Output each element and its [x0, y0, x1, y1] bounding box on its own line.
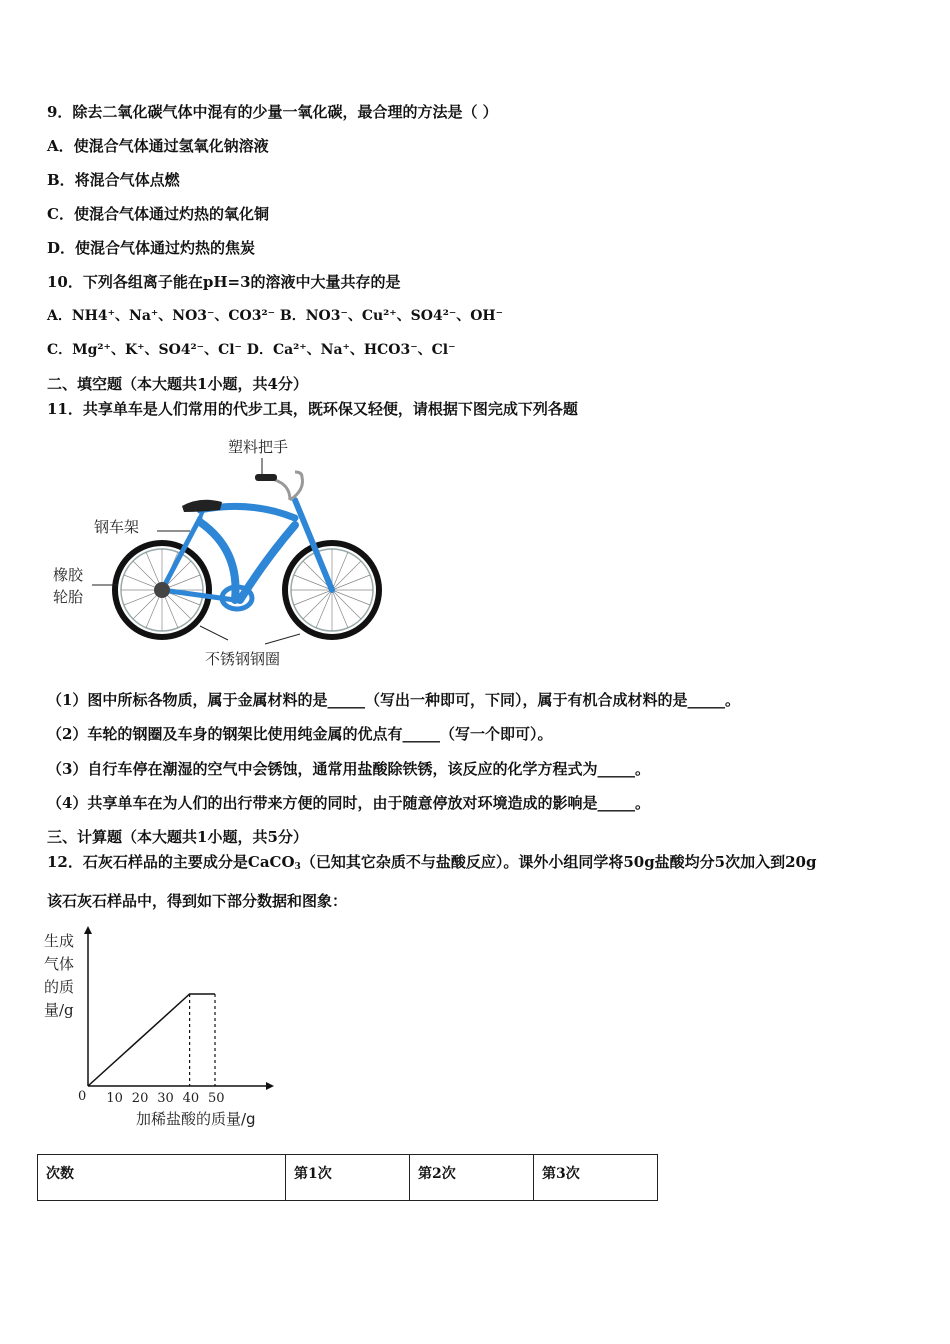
x-tick-label: 20	[131, 1091, 149, 1106]
y-axis-label: 的质	[44, 978, 75, 996]
series-line	[88, 994, 215, 1086]
q11-part3: （3）自行车停在潮湿的空气中会锈蚀，通常用盐酸除铁锈，该反应的化学方程式为_____。	[47, 760, 650, 778]
bicycle-illustration	[50, 430, 390, 670]
x-axis-arrow	[266, 1082, 274, 1090]
q11-stem: 11．共享单车是人们常用的代步工具，既环保又轻便，请根据下图完成下列各题	[47, 400, 578, 418]
q10-options-row2: C．Mg²⁺、K⁺、SO4²⁻、Cl⁻ D．Ca²⁺、Na⁺、HCO3⁻、Cl⁻	[47, 342, 456, 358]
q9-option-d: D．使混合气体通过灼热的焦炭	[47, 239, 256, 257]
table-row	[38, 1155, 658, 1201]
chart-svg	[40, 922, 280, 1132]
q11-part2: （2）车轮的钢圈及车身的钢架比使用纯金属的优点有_____（写一个即可）。	[47, 725, 553, 743]
q9-option-a: A．使混合气体通过氢氧化钠溶液	[47, 137, 269, 155]
q10-options-row1: A．NH4⁺、Na⁺、NO3⁻、CO3²⁻ B．NO3⁻、Cu²⁺、SO4²⁻、OH⁻	[47, 308, 504, 324]
y-axis-label: 量/g	[44, 1001, 74, 1019]
section-calc-heading: 三、计算题（本大题共1小题，共5分）	[47, 828, 308, 846]
x-tick-label: 30	[157, 1091, 174, 1106]
bike-seat	[182, 500, 222, 512]
label-plastic-handle: 塑料把手	[228, 438, 289, 456]
q12-stem-line2: 该石灰石样品中，得到如下部分数据和图象：	[47, 892, 348, 910]
q11-part4: （4）共享单车在为人们的出行带来方便的同时，由于随意停放对环境造成的影响是_____。	[47, 794, 650, 812]
q9-option-b: B．将混合气体点燃	[47, 171, 180, 189]
table-header-cell: 第1次	[286, 1155, 410, 1201]
origin-label: 0	[78, 1089, 87, 1104]
q12-stem-a: 12．石灰石样品的主要成分是CaCO	[47, 853, 295, 871]
table-header-cell: 第3次	[534, 1155, 658, 1201]
q10-stem: 10．下列各组离子能在pH=3的溶液中大量共存的是	[47, 273, 401, 291]
q12-stem-b: （已知其它杂质不与盐酸反应）。课外小组同学将50g盐酸均分5次加入到20g	[300, 853, 817, 871]
section-fill-in-heading: 二、填空题（本大题共1小题，共4分）	[47, 375, 308, 393]
label-stainless-rim: 不锈钢钢圈	[205, 650, 281, 668]
q9-stem: 9．除去二氧化碳气体中混有的少量一氧化碳，最合理的方法是（ ）	[47, 103, 498, 121]
y-axis-arrow	[84, 926, 92, 934]
rear-hub	[154, 582, 170, 598]
label-rubber-1: 橡胶	[53, 566, 84, 584]
handlebar-grip	[255, 474, 277, 481]
handlebar-stem	[275, 472, 303, 500]
x-tick-label: 40	[182, 1091, 200, 1106]
x-axis-label: 加稀盐酸的质量/g	[136, 1110, 256, 1128]
q12-stem-sub: 3	[294, 862, 301, 872]
y-axis-label: 气体	[44, 955, 75, 973]
label-steel-frame: 钢车架	[94, 518, 140, 536]
q11-part1: （1）图中所标各物质，属于金属材料的是_____（写出一种即可，下同），属于有机合成材料的是_____。	[47, 691, 740, 709]
data-table	[37, 1154, 658, 1201]
label-rubber-2: 轮胎	[53, 588, 84, 606]
table-header-cell: 次数	[38, 1155, 286, 1201]
table-header-cell: 第2次	[410, 1155, 534, 1201]
q12-stem	[47, 852, 816, 877]
x-tick-label: 10	[106, 1091, 123, 1106]
y-axis-label: 生成	[44, 932, 75, 950]
bicycle-figure	[50, 430, 390, 670]
gas-mass-chart	[40, 922, 280, 1132]
x-tick-label: 50	[208, 1091, 225, 1106]
q9-option-c: C．使混合气体通过灼热的氧化铜	[47, 205, 269, 223]
